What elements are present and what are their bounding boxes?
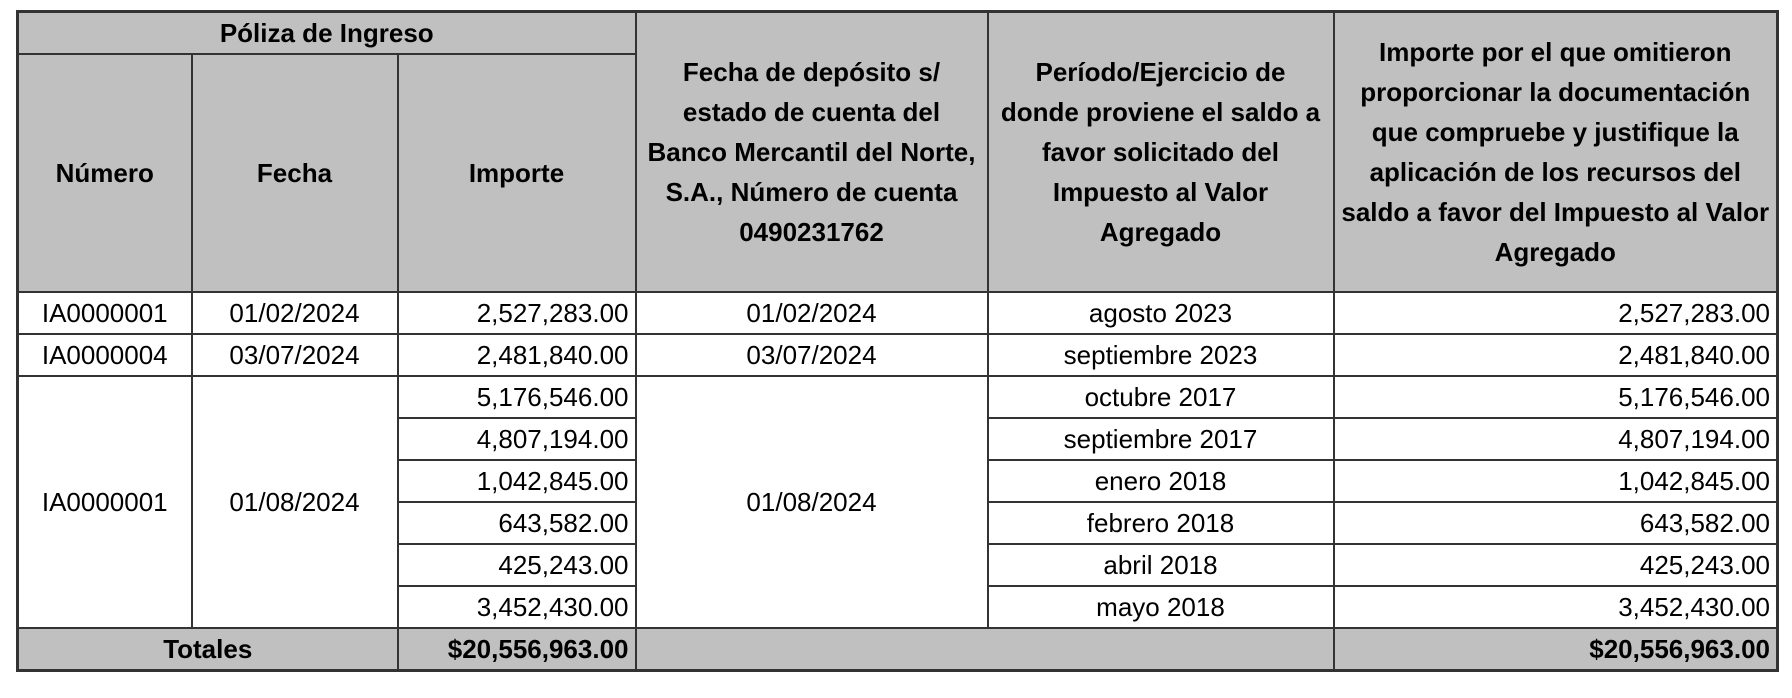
cell-importe: 1,042,845.00: [398, 460, 636, 502]
cell-fecha: 03/07/2024: [192, 334, 398, 376]
cell-fecha-deposito-merged: 01/08/2024: [636, 376, 988, 628]
table-row: [18, 334, 1778, 376]
poliza-table: [16, 10, 1779, 672]
cell-fecha: 01/02/2024: [192, 292, 398, 334]
cell-importe: 425,243.00: [398, 544, 636, 586]
cell-numero-merged: IA0000001: [18, 376, 192, 628]
table-row: [18, 292, 1778, 334]
table-footer: [18, 628, 1778, 671]
totals-label: Totales: [18, 628, 398, 671]
cell-periodo: agosto 2023: [988, 292, 1334, 334]
cell-importe-omitido: 425,243.00: [1334, 544, 1778, 586]
cell-periodo: febrero 2018: [988, 502, 1334, 544]
table-body: [18, 292, 1778, 628]
cell-fecha-merged: 01/08/2024: [192, 376, 398, 628]
totals-row: [18, 628, 1778, 671]
header-periodo: Período/Ejercicio de donde proviene el saldo a favor solicitado del Impuesto al Valor Agregado: [988, 12, 1334, 293]
totals-empty: [636, 628, 1334, 671]
cell-importe: 643,582.00: [398, 502, 636, 544]
cell-importe-omitido: 2,527,283.00: [1334, 292, 1778, 334]
cell-numero: IA0000001: [18, 292, 192, 334]
header-numero: Número: [18, 54, 192, 292]
cell-importe-omitido: 5,176,546.00: [1334, 376, 1778, 418]
header-fecha: Fecha: [192, 54, 398, 292]
cell-importe: 4,807,194.00: [398, 418, 636, 460]
cell-periodo: mayo 2018: [988, 586, 1334, 628]
cell-importe-omitido: 4,807,194.00: [1334, 418, 1778, 460]
cell-importe: 2,527,283.00: [398, 292, 636, 334]
cell-importe-omitido: 643,582.00: [1334, 502, 1778, 544]
cell-importe: 3,452,430.00: [398, 586, 636, 628]
header-row-top: [18, 12, 1778, 55]
cell-periodo: septiembre 2023: [988, 334, 1334, 376]
header-fecha-deposito: Fecha de depósito s/ estado de cuenta del Banco Mercantil del Norte, S.A., Número de cuenta 0490231762: [636, 12, 988, 293]
header-poliza-group: Póliza de Ingreso: [18, 12, 636, 55]
cell-importe: 5,176,546.00: [398, 376, 636, 418]
cell-periodo: septiembre 2017: [988, 418, 1334, 460]
cell-periodo: enero 2018: [988, 460, 1334, 502]
cell-importe-omitido: 1,042,845.00: [1334, 460, 1778, 502]
cell-importe: 2,481,840.00: [398, 334, 636, 376]
header-importe: Importe: [398, 54, 636, 292]
table-header: [18, 12, 1778, 293]
header-importe-omitido: Importe por el que omitieron proporcionar la documentación que compruebe y justifique la aplicación de los recursos del saldo a favor del Impuesto al Valor Agregado: [1334, 12, 1778, 293]
cell-numero: IA0000004: [18, 334, 192, 376]
cell-periodo: abril 2018: [988, 544, 1334, 586]
table-row: [18, 376, 1778, 418]
cell-fecha-deposito: 03/07/2024: [636, 334, 988, 376]
cell-fecha-deposito: 01/02/2024: [636, 292, 988, 334]
cell-periodo: octubre 2017: [988, 376, 1334, 418]
totals-importe: $20,556,963.00: [398, 628, 636, 671]
totals-importe-omitido: $20,556,963.00: [1334, 628, 1778, 671]
cell-importe-omitido: 3,452,430.00: [1334, 586, 1778, 628]
cell-importe-omitido: 2,481,840.00: [1334, 334, 1778, 376]
